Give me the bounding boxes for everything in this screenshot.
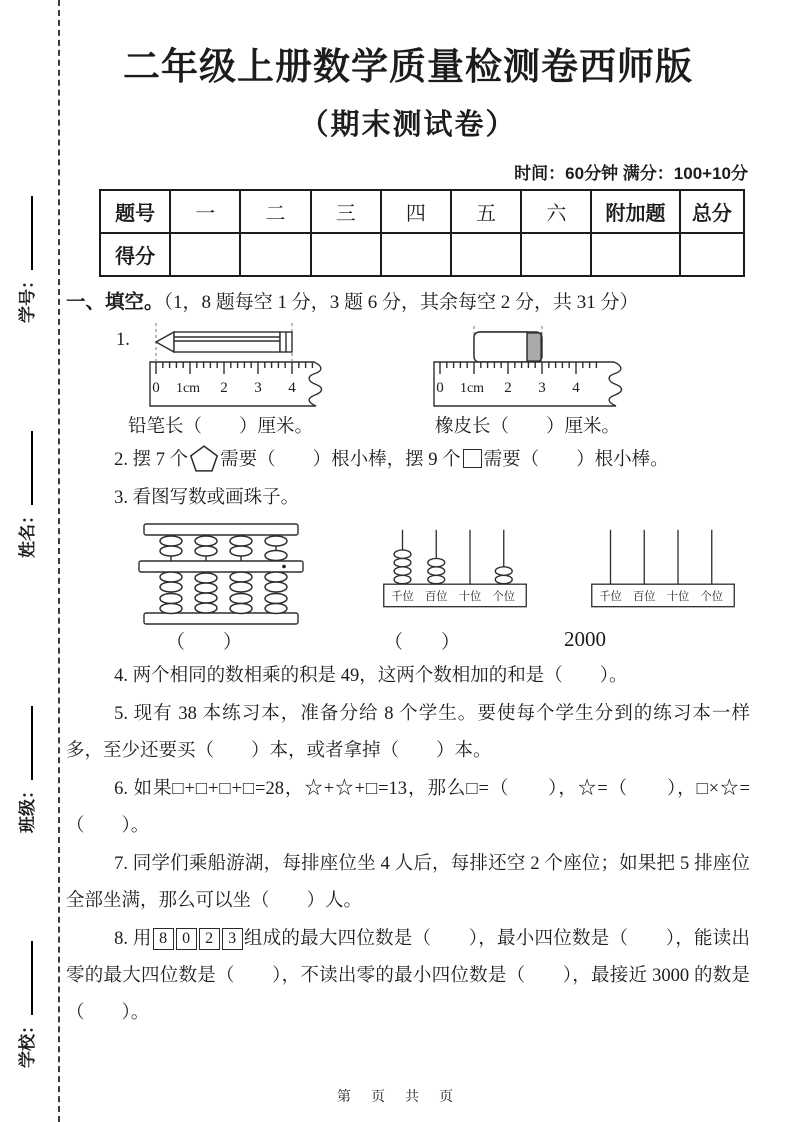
rack-label-hundreds: 百位	[632, 591, 656, 604]
pentagon-icon	[189, 444, 219, 473]
sidebar-field-student-id	[13, 167, 39, 323]
section-1-heading	[66, 286, 750, 314]
rack-label-thousands: 千位	[599, 591, 622, 604]
col-6: 六	[521, 190, 591, 233]
empty-counting-rack-figure	[588, 526, 738, 618]
col-2: 二	[240, 190, 310, 233]
question-1-captions	[66, 412, 750, 438]
ruler-tick-label: 0	[436, 380, 444, 396]
score-cell	[381, 233, 451, 276]
rack-label-ones: 个位	[700, 591, 724, 604]
rack-label-tens: 十位	[458, 591, 482, 604]
ruler-tick-label: 0	[152, 380, 160, 396]
rack-label-thousands: 千位	[391, 591, 414, 604]
class-blank	[17, 706, 33, 780]
page-footer: 第 页 共 页	[337, 1088, 456, 1104]
abacus-top-bar	[144, 524, 298, 535]
rack-label-hundreds: 百位	[424, 591, 448, 604]
col-bonus: 附加题	[591, 190, 679, 233]
question-8-text-pre: 8. 用	[114, 929, 152, 949]
question-6: 6. 如果□+□+□+□=28，☆+☆+□=13，那么□=（ ），☆=（ ），□×☆=（ ）。	[66, 779, 750, 836]
ruler-tick-label: 3	[538, 380, 546, 396]
section-1-title: 一、填空。	[66, 291, 164, 313]
student-id-blank	[17, 196, 33, 270]
pencil-length-caption: 铅笔长（ ）厘米。	[128, 417, 314, 437]
school-label: 学校：	[18, 1017, 37, 1068]
pencil-ruler-figure	[144, 320, 340, 410]
col-1: 一	[170, 190, 240, 233]
score-cell	[451, 233, 521, 276]
ruler-tick-label: 3	[254, 380, 262, 396]
score-cell	[240, 233, 310, 276]
student-id-label: 学号：	[18, 272, 37, 323]
question-7: 7. 同学们乘船游湖，每排座位坐 4 人后，每排还空 2 个座位；如果把 5 排座位全部坐满，那么可以坐（ ）人。	[66, 854, 750, 911]
ruler-tick-label: 1cm	[459, 381, 484, 396]
question-8-text-post: 组成的最大四位数是（ ），最小四位数是（ ），能读出零的最大四位数是（ ），不读出零的最小四位数是（ ），最接近 3000 的数是（ ）。	[66, 929, 750, 1023]
ruler-tick-label: 4	[572, 380, 580, 396]
abacus-lower-beads	[160, 572, 287, 614]
school-blank	[17, 941, 33, 1015]
rack-beads	[394, 550, 512, 584]
score-row-label: 得分	[100, 233, 170, 276]
col-total: 总分	[680, 190, 744, 233]
digit-box-2: 2	[199, 928, 220, 950]
rack-target-number: 2000	[564, 627, 607, 651]
question-2-text-pre: 2. 摆 7 个	[114, 450, 189, 470]
ruler-tick-label: 4	[288, 380, 296, 396]
abacus-figure	[136, 521, 306, 627]
score-table-header-row	[100, 190, 744, 233]
paper-subtitle: （期末测试卷）	[299, 109, 517, 141]
question-4: 4. 两个相同的数相乘的积是 49，这两个数相加的和是（ ）。	[114, 666, 628, 686]
abacus-bottom-bar	[144, 613, 298, 624]
eraser-white-part	[474, 332, 527, 362]
question-8	[66, 921, 750, 1032]
pencil-body	[174, 332, 280, 352]
abacus-upper-beads	[160, 536, 287, 561]
digit-box-3: 3	[222, 928, 243, 950]
sidebar-field-school	[13, 912, 39, 1068]
class-label: 班级：	[18, 782, 37, 833]
score-cell	[591, 233, 679, 276]
binding-dashed-line	[58, 0, 60, 1122]
rack-answer-blank: （ ）	[384, 632, 461, 653]
ruler-tick-label: 2	[220, 380, 228, 396]
ruler-tick-label: 1cm	[175, 381, 200, 396]
digit-box-8: 8	[153, 928, 174, 950]
col-4: 四	[381, 190, 451, 233]
score-cell	[311, 233, 381, 276]
score-table-corner: 题号	[100, 190, 170, 233]
question-3-figures	[66, 521, 750, 627]
question-3: 3. 看图写数或画珠子。	[114, 488, 300, 508]
score-cell	[521, 233, 591, 276]
abacus-answer-blank: （ ）	[166, 632, 243, 653]
question-5: 5. 现有 38 本练习本，准备分给 8 个学生。要使每个学生分到的练习本一样多，至少还要买（ ）本，或者拿掉（ ）本。	[66, 704, 750, 761]
question-1-number: 1.	[116, 330, 130, 350]
score-cell	[170, 233, 240, 276]
sidebar-field-name	[13, 402, 39, 558]
question-2	[66, 442, 750, 479]
paper-title: 二年级上册数学质量检测卷西师版	[123, 46, 693, 87]
name-label: 姓名：	[18, 507, 37, 558]
score-cell	[680, 233, 744, 276]
abacus-unit-dot	[282, 565, 286, 569]
score-table-score-row	[100, 233, 744, 276]
ruler-tick-label: 2	[504, 380, 512, 396]
counting-rack-figure	[380, 526, 530, 618]
rack-label-tens: 十位	[666, 591, 690, 604]
question-2-text-mid: 需要（ ）根小棒，摆 9 个	[220, 450, 461, 470]
square-icon	[463, 449, 482, 468]
question-2-text-post: 需要（ ）根小棒。	[483, 450, 669, 470]
score-table	[99, 189, 745, 277]
question-1-figures	[66, 320, 750, 410]
name-blank	[17, 431, 33, 505]
eraser-length-caption: 橡皮长（ ）厘米。	[435, 417, 621, 437]
exam-meta: 时间：60分钟 满分：100+10分	[514, 164, 748, 183]
rack-label-ones: 个位	[492, 591, 516, 604]
abacus-beam	[139, 561, 303, 572]
pencil-tip	[156, 332, 174, 352]
question-3-captions	[66, 627, 750, 654]
col-5: 五	[451, 190, 521, 233]
section-1-note: （1，8 题每空 1 分，3 题 6 分，其余每空 2 分，共 31 分）	[163, 292, 639, 313]
digit-box-0: 0	[176, 928, 197, 950]
col-3: 三	[311, 190, 381, 233]
sidebar-field-class	[13, 677, 39, 833]
eraser-ruler-figure	[428, 320, 640, 410]
